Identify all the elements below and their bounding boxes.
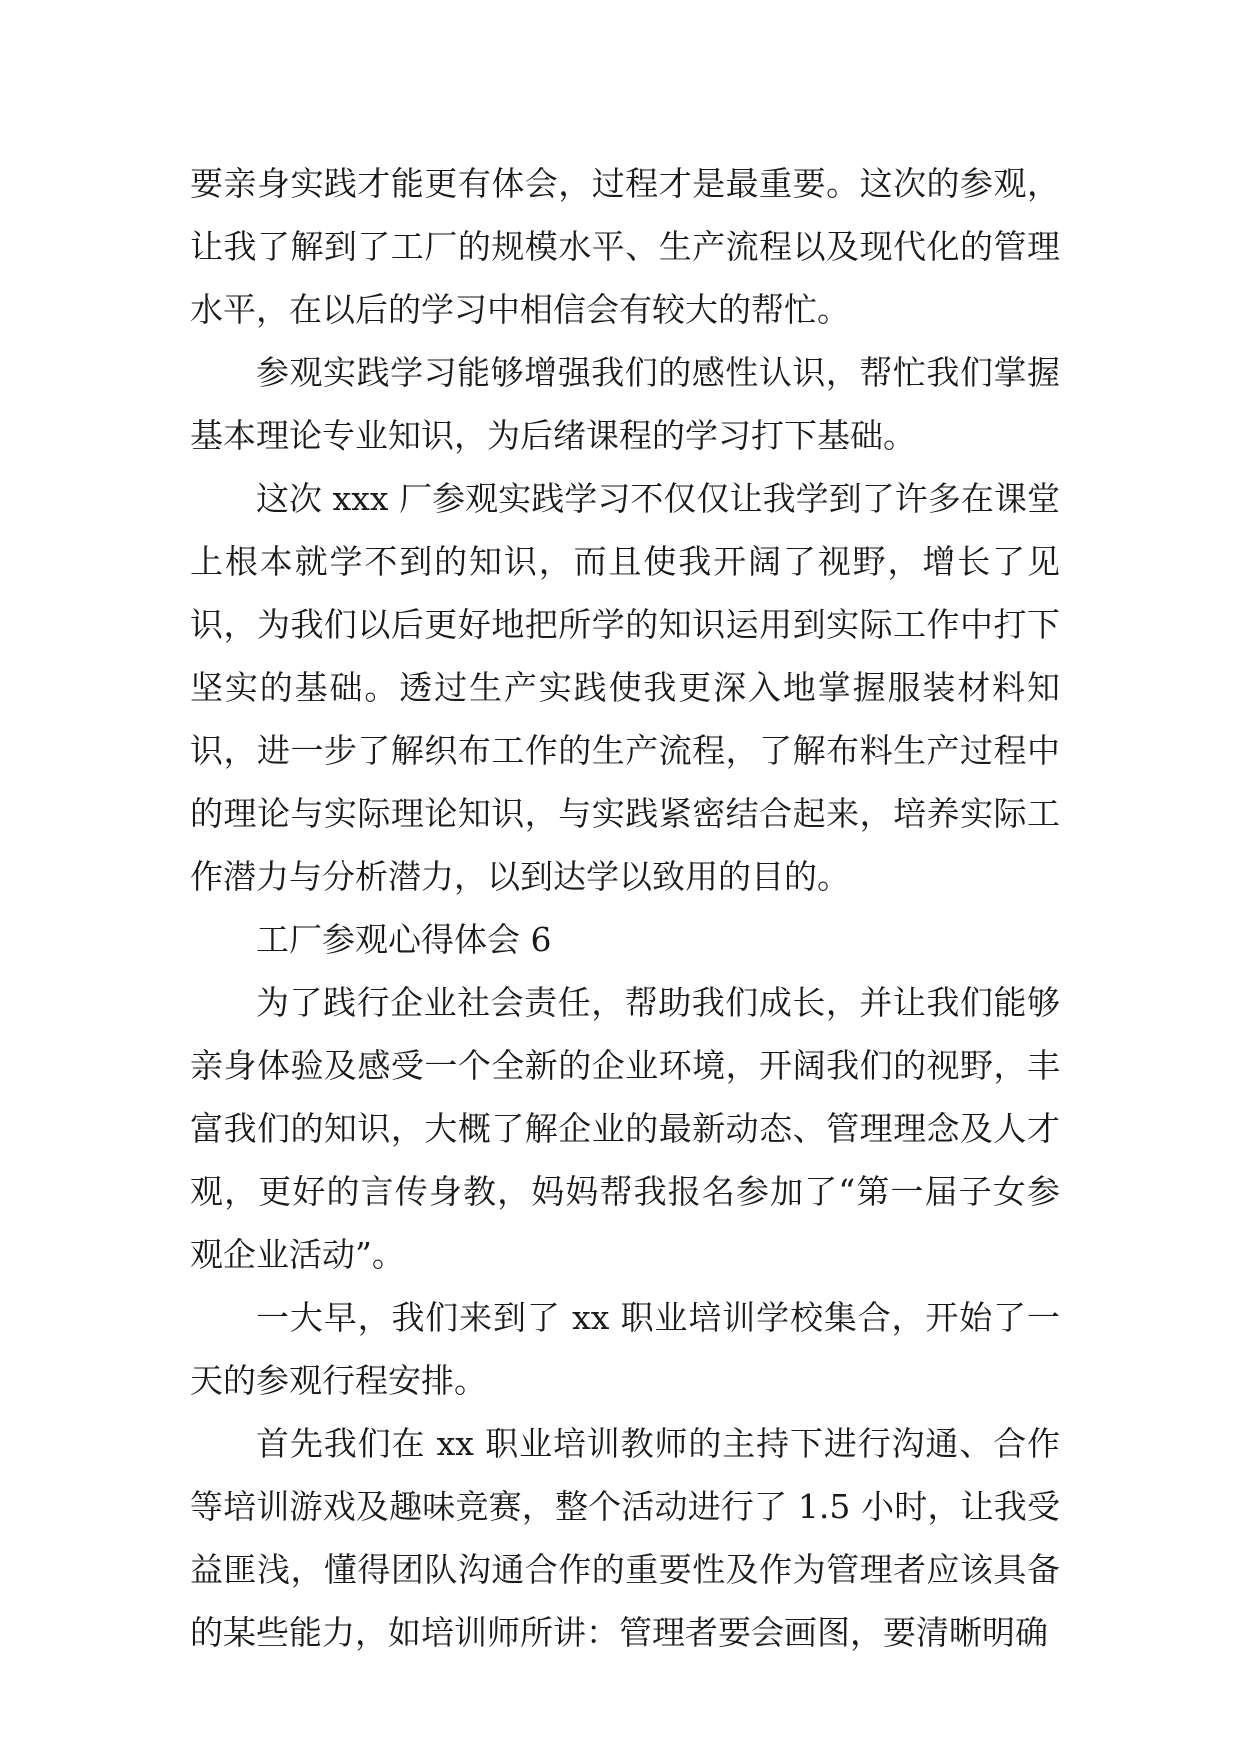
section-heading: 工厂参观心得体会 6 [256, 920, 552, 959]
document-body [190, 152, 1060, 1664]
paragraph-training-games: 首先我们在 xx 职业培训教师的主持下进行沟通、合作等培训游戏及趣味竞赛，整个活动进行了 1.5 小时，让我受益匪浅，懂得团队沟通合作的重要性及作为管理者应该具备的某些能力，如培训师所讲：管理者要会画图，要清晰明确 [190, 1424, 1060, 1652]
paragraph-social-responsibility: 为了践行企业社会责任，帮助我们成长，并让我们能够亲身体验及感受一个全新的企业环境，开阔我们的视野，丰富我们的知识，大概了解企业的最新动态、管理理念及人才观，更好的言传身教，妈妈帮我报名参加了“第一届子女参观企业活动”。 [190, 983, 1060, 1274]
paragraph-perceptual-knowledge: 参观实践学习能够增强我们的感性认识，帮忙我们掌握基本理论专业知识，为后绪课程的学习打下基础。 [190, 353, 1060, 455]
paragraph-continuation: 要亲身实践才能更有体会，过程才是最重要。这次的参观，让我了解到了工厂的规模水平、生产流程以及现代化的管理水平，在以后的学习中相信会有较大的帮忙。 [190, 164, 1060, 329]
paragraph-factory-practice: 这次 xxx 厂参观实践学习不仅仅让我学到了许多在课堂上根本就学不到的知识，而且使我开阔了视野，增长了见识，为我们以后更好地把所学的知识运用到实际工作中打下坚实的基础。透过生产实践使我更深入地掌握服装材料知识，进一步了解织布工作的生产流程，了解布料生产过程中的理论与实际理论知识，与实践紧密结合起来，培养实际工作潜力与分析潜力，以到达学以致用的目的。 [190, 479, 1060, 896]
paragraph-morning-gathering: 一大早，我们来到了 xx 职业培训学校集合，开始了一天的参观行程安排。 [190, 1298, 1060, 1400]
